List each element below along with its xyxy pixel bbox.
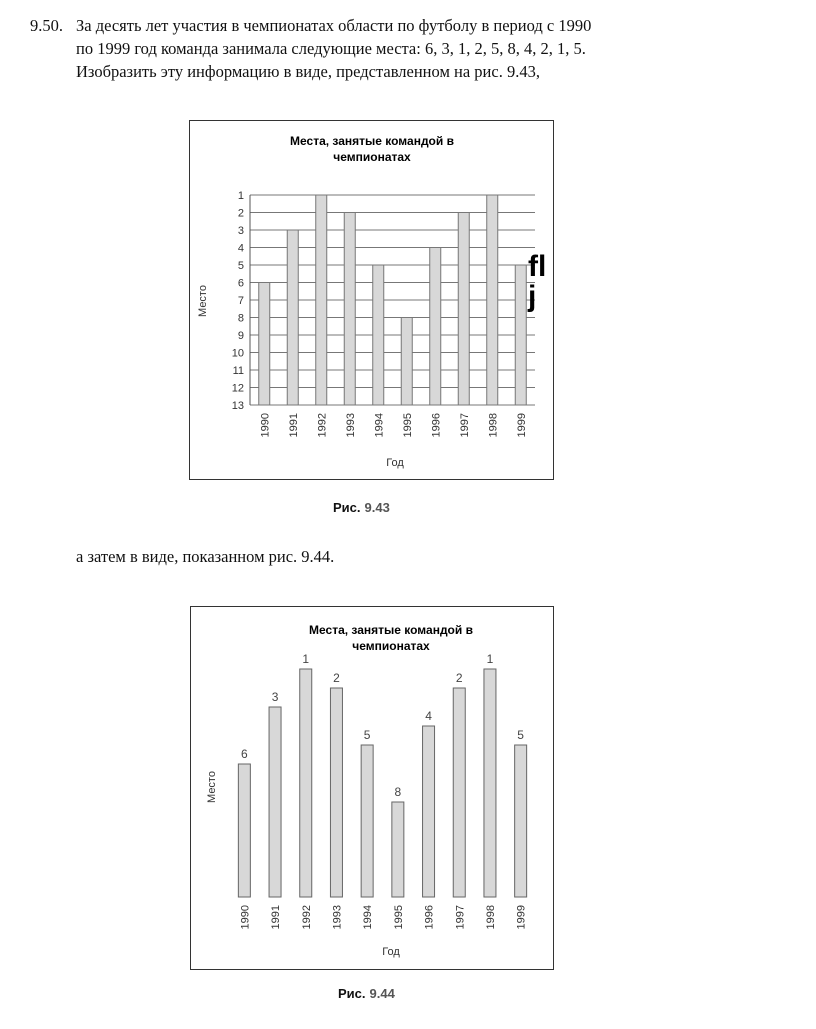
chart2-x-tick-1992: 1992 bbox=[300, 905, 313, 930]
problem-line-1: За десять лет участия в чемпионатах области по футболу в период с 1990 bbox=[76, 16, 592, 35]
chart1-bar-1993 bbox=[344, 213, 355, 406]
chart1-x-tick-1991: 1991 bbox=[287, 413, 300, 438]
chart2-x-tick-1999: 1999 bbox=[515, 905, 528, 930]
chart1-y-tick-4: 4 bbox=[237, 242, 244, 255]
chart1-y-tick-12: 12 bbox=[231, 382, 244, 395]
chart1-bar-1992 bbox=[316, 195, 327, 405]
chart2-bar-1997 bbox=[453, 688, 465, 897]
chart1-y-tick-6: 6 bbox=[237, 277, 244, 290]
chart1-bar-1997 bbox=[458, 213, 469, 406]
chart1-y-tick-5: 5 bbox=[237, 260, 244, 272]
chart1-x-tick-1990: 1990 bbox=[259, 413, 272, 438]
caption-label-2: Рис. bbox=[338, 986, 366, 1001]
chart2-data-label-1992: 1 bbox=[302, 652, 310, 666]
chart1-y-tick-10: 10 bbox=[231, 347, 244, 360]
chart1-bar-1990 bbox=[259, 283, 270, 406]
chart2-data-label-1998: 1 bbox=[486, 652, 494, 666]
figure-9-43 bbox=[189, 120, 554, 480]
chart1-bar-1991 bbox=[287, 230, 298, 405]
middle-text: а затем в виде, показанном рис. 9.44. bbox=[76, 547, 335, 566]
chart2-x-tick-1998: 1998 bbox=[484, 905, 497, 930]
scan-artifact-glyphs bbox=[528, 252, 546, 312]
problem-line-2: по 1999 год команда занимала следующие места: 6, 3, 1, 2, 5, 8, 4, 2, 1, 5. bbox=[76, 39, 586, 58]
chart-9-44 bbox=[191, 607, 553, 969]
chart1-x-tick-1993: 1993 bbox=[344, 413, 357, 438]
chart2-bar-1990 bbox=[238, 764, 250, 897]
figure-9-44-caption bbox=[338, 986, 395, 1001]
chart1-y-tick-11: 11 bbox=[232, 365, 244, 377]
chart2-x-tick-1991: 1991 bbox=[270, 905, 283, 930]
chart2-data-label-1995: 8 bbox=[394, 785, 402, 799]
chart2-data-label-1997: 2 bbox=[455, 671, 463, 685]
chart2-bar-1999 bbox=[515, 745, 527, 897]
chart1-x-axis-label: Год bbox=[386, 457, 404, 469]
problem-number: 9.50. bbox=[30, 16, 63, 35]
chart2-title-line-2: чемпионатах bbox=[352, 639, 430, 653]
chart2-x-tick-1997: 1997 bbox=[454, 905, 467, 930]
chart2-x-axis-label: Год bbox=[382, 946, 400, 958]
chart1-y-tick-8: 8 bbox=[237, 312, 244, 325]
chart1-y-tick-7: 7 bbox=[237, 295, 244, 307]
chart2-bar-1996 bbox=[423, 726, 435, 897]
scan-artifact-2: j bbox=[528, 280, 537, 313]
chart1-y-tick-3: 3 bbox=[237, 225, 244, 237]
chart2-x-tick-1994: 1994 bbox=[362, 905, 375, 930]
chart1-x-tick-1998: 1998 bbox=[487, 413, 500, 438]
chart1-x-tick-1997: 1997 bbox=[458, 413, 471, 438]
chart1-y-axis-label: Место bbox=[197, 285, 209, 317]
chart-9-43 bbox=[190, 121, 553, 479]
chart1-x-tick-1996: 1996 bbox=[430, 413, 443, 438]
chart1-bar-1999 bbox=[515, 265, 526, 405]
chart2-title-line-1: Места, занятые командой в bbox=[309, 623, 473, 637]
chart1-bar-1995 bbox=[401, 318, 412, 406]
chart1-title-line-2: чемпионатах bbox=[333, 150, 411, 164]
chart2-bar-1993 bbox=[330, 688, 342, 897]
chart2-bar-1994 bbox=[361, 745, 373, 897]
chart2-data-label-1990: 6 bbox=[241, 747, 248, 761]
chart2-data-label-1999: 5 bbox=[517, 728, 524, 742]
chart1-bar-1996 bbox=[430, 248, 441, 406]
chart2-x-tick-1993: 1993 bbox=[331, 905, 344, 930]
chart1-y-tick-9: 9 bbox=[237, 330, 244, 342]
chart2-data-label-1991: 3 bbox=[271, 690, 279, 704]
chart2-bar-1998 bbox=[484, 669, 496, 897]
chart1-bar-1998 bbox=[487, 195, 498, 405]
caption-label: Рис. bbox=[333, 500, 361, 515]
chart2-data-label-1993: 2 bbox=[333, 671, 340, 685]
chart2-bar-1995 bbox=[392, 802, 404, 897]
scan-artifact-1: fl bbox=[528, 250, 547, 283]
caption-number-2: 9.44 bbox=[369, 986, 395, 1001]
chart2-y-axis-label: Место bbox=[206, 771, 218, 803]
chart2-bar-1991 bbox=[269, 707, 281, 897]
chart1-x-tick-1992: 1992 bbox=[316, 413, 329, 438]
chart1-y-tick-2: 2 bbox=[237, 207, 244, 220]
chart2-data-label-1996: 4 bbox=[425, 709, 432, 723]
chart2-data-label-1994: 5 bbox=[363, 728, 371, 742]
chart2-bar-1992 bbox=[300, 669, 312, 897]
chart2-x-tick-1990: 1990 bbox=[239, 905, 252, 930]
chart1-x-tick-1999: 1999 bbox=[515, 413, 528, 438]
chart1-y-tick-1: 1 bbox=[237, 190, 244, 202]
chart2-x-tick-1996: 1996 bbox=[423, 905, 436, 930]
chart1-title-line-1: Места, занятые командой в bbox=[290, 134, 454, 148]
caption-number: 9.43 bbox=[364, 500, 390, 515]
figure-9-43-caption bbox=[333, 500, 390, 515]
chart2-x-tick-1995: 1995 bbox=[392, 905, 405, 930]
chart1-y-tick-13: 13 bbox=[231, 400, 244, 412]
problem-line-3: Изобразить эту информацию в виде, представленном на рис. 9.43, bbox=[76, 62, 540, 81]
chart1-x-tick-1994: 1994 bbox=[373, 413, 386, 438]
chart1-bar-1994 bbox=[373, 265, 384, 405]
figure-9-44 bbox=[190, 606, 554, 970]
chart1-x-tick-1995: 1995 bbox=[401, 413, 414, 438]
